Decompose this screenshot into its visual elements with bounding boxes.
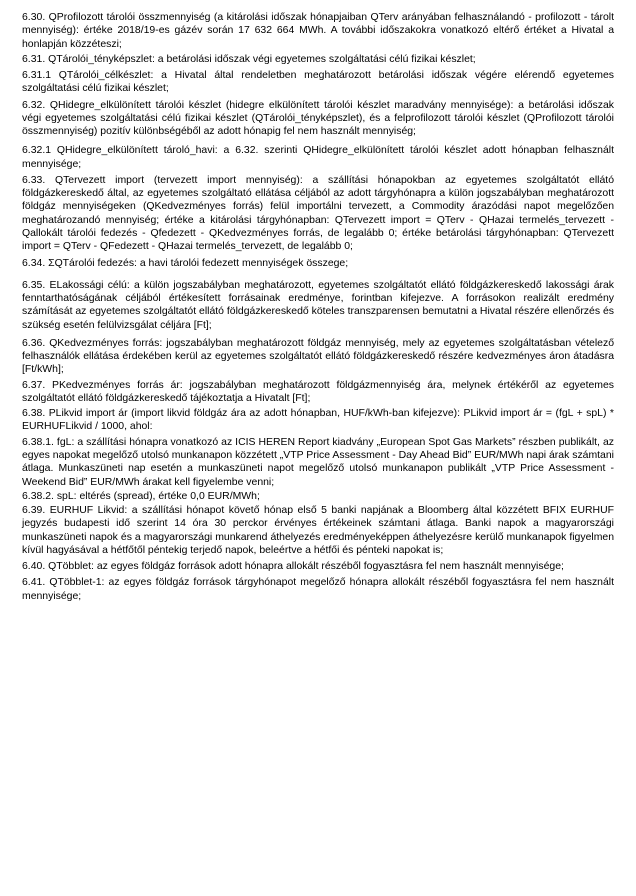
paragraph-6-39 (22, 504, 614, 557)
paragraph-6-31 (22, 53, 614, 66)
paragraph-6-41 (22, 576, 614, 603)
paragraph-text: 6.37. PKedvezményes forrás ár: jogszabályban meghatározott földgázmennyiség ára, melynek értékéről az egyetemes szolgáltatót ellátó földgázkereskedő tájékoztatja a Hivatalt [Ft]; (22, 379, 614, 404)
paragraph-text: 6.31.1 QTárolói_célkészlet: a Hivatal által rendeletben meghatározott betárolási időszak végére elérendő egyetemes szolgáltatási célú fizikai készlet; (22, 70, 614, 95)
paragraph-text: 6.39. EURHUF Likvid: a szállítási hónapot követő hónap első 5 banki napjának a Bloomberg által közzétett BFIX EURHUF jegyzés budapesti idő szerint 14 óra 30 perckor érvényes értékeinek számtani átlaga. Banki napok a magyarországi munkaszüneti napok és a magyarországi munkarend áthelyezés eredményeképpen áthelyezésre kerülő munkanapok figyelmen kívül hagyásával a hétfőtől péntekig terjedő napok, beleértve a hétfői és pénteki napokat is; (22, 505, 614, 556)
paragraph-text: 6.38.1. fgL: a szállítási hónapra vonatkozó az ICIS HEREN Report kiadvány „European Spot Gas Markets” részben publikált, az egyes napokat megelőző utolsó munkanapon közzétett „VTP Price Assessment - Day Ahead Bid” EUR/MWh napi árak számtani átlaga. Munkaszüneti nap esetén a munkaszüneti napot megelőző utolsó munkanapon publikált „VTP Price Assessment - Weekend Bid” EUR/MWh árakat kell figyelembe venni; (22, 436, 614, 488)
paragraph-text: 6.40. QTöbblet: az egyes földgáz források adott hónapra allokált részéből fogyasztásra fel nem használt mennyisége; (22, 561, 564, 573)
paragraph-6-31-1 (22, 69, 614, 96)
paragraph-text: 6.31. QTárolói_tényképszlet: a betárolási időszak végi egyetemes szolgáltatási célú fizikai készlet; (22, 53, 476, 65)
paragraph-6-38 (22, 407, 614, 434)
paragraph-text: 6.33. QTervezett import (tervezett import mennyiség): a szállítási hónapokban az egyetemes szolgáltatót ellátó földgázkereskedő által, az egyetemes szolgáltató ellátása céljából az adott tárgyhónapra a külön jogszabályban meghatározott földgáz mennyiségeken (QKedvezményes forrás) felül importálni tervezett, a Commodity árazódási napot megelőzően meghatározandó mennyiség; értéke a kitárolási tárgyhónapban: QTervezett import = QTerv - QHazai termelés_tervezett - Qallokált tárolói fedezés - Qfedezett - QKedvezményes forrás, de legalább 0; értéke betárolási tárgyhónapban: QTervezett import = QTerv - QFedezett - QHazai termelés_tervezett, de legalább 0; (22, 174, 614, 253)
paragraph-text: 6.30. QProfilozott tárolói összmennyiség (a kitárolási időszak hónapjaiban QTerv arányában felhasználandó - profilozott - tárolt mennyiség): értéke 2018/19-es gázév során 17 632 664 MWh. A további időszakokra vonatkozó eltérő értéket a Hivatal a honlapján közzéteszi; (22, 12, 614, 50)
paragraph-6-35 (22, 279, 614, 332)
paragraph-text: 6.32.1 QHidegre_elkülönített tároló_havi: a 6.32. szerinti QHidegre_elkülönített tárolói készlet adott hónapban felhasznált mennyisége; (22, 145, 614, 170)
paragraph-6-36 (22, 337, 614, 377)
paragraph-text: 6.32. QHidegre_elkülönített tárolói készlet (hidegre elkülönített tárolói készlet maradvány mennyisége): a betárolási időszak végi egyetemes szolgáltatási célú fizikai készlet (QTárolói_tényképszlet), és a felprofilozott tárolói készlet (QProfilozott tárolói összmennyiség) pozitív különbségéből az adott hónapig fel nem használt mennyiség; (22, 99, 614, 138)
paragraph-6-37 (22, 379, 614, 406)
paragraph-text: 6.34. ΣQTárolói fedezés: a havi tárolói fedezett mennyiségek összege; (22, 257, 349, 269)
paragraph-6-32 (22, 99, 614, 139)
paragraph-text: 6.38. PLikvid import ár (import likvid földgáz ára az adott hónapban, HUF/kWh-ban kifejezve): PLikvid import ár = (fgL + spL) * EURHUFLikvid / 1000, ahol: (22, 408, 614, 433)
paragraph-6-33 (22, 174, 614, 254)
paragraph-6-34 (22, 257, 614, 270)
paragraph-6-30 (22, 11, 614, 51)
paragraph-text: 6.36. QKedvezményes forrás: jogszabályban meghatározott földgáz mennyiség, mely az egyetemes szolgáltatásban vételező felhasználók ellátása érdekében kerül az egyetemes szolgáltatót ellátó földgázkereskedő részére kedvezményes áron átadásra [Ft/kWh]; (22, 337, 614, 376)
paragraph-text: 6.35. ELakossági célú: a külön jogszabályban meghatározott, egyetemes szolgáltatót ellátó földgázkereskedő lakossági árak fenntarthatóságának céljából értékesített forrásainak eredménye, forintban kifejezve. A forrásokon realizált eredmény számítását az egyetemes szolgáltatót ellátó földgázkereskedő köteles transzparensen bemutatni a Hivatal részére ellenőrzés és szükség esetén felülvizsgálat céljára [Ft]; (22, 279, 614, 331)
paragraph-text: 6.38.2. spL: eltérés (spread), értéke 0,0 EUR/MWh; (22, 490, 260, 502)
paragraph-6-32-1 (22, 144, 614, 171)
paragraph-text: 6.41. QTöbblet-1: az egyes földgáz források tárgyhónapot megelőző hónapra allokált részéből fogyasztásra fel nem használt mennyisége; (22, 577, 614, 602)
paragraph-6-40 (22, 560, 614, 573)
paragraph-6-38-1 (22, 436, 614, 489)
paragraph-6-38-2 (22, 490, 614, 503)
